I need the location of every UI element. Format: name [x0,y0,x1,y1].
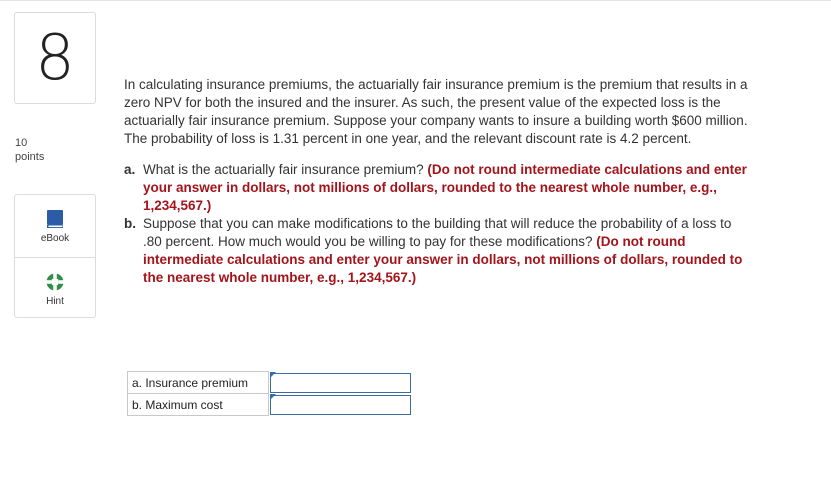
ebook-label: eBook [40,232,70,244]
points-label: points [15,151,45,163]
problem-intro: In calculating insurance premiums, the actuarially fair insurance premium is the premium that results in a zero NPV for both the insured and the insurer. As such, the present value of the expected loss is the actuarially fair insurance premium. Suppose your company wants to insure a building worth $600 million. The probability of loss is 1.31 percent in one year, and the relevant discount rate is 4.2 percent. [124,77,748,146]
answer-row-a [128,372,414,394]
answer-table [127,371,414,416]
part-b-instruction: (Do not round intermediate calculations and enter your answer in dollars, not millions of dollars, rounded to the nearest whole number, e.g., 1,234,567.) [143,234,743,285]
top-divider [0,0,831,1]
part-b-question: Suppose that you can make modifications to the building that will reduce the probability of a loss to .80 percent. How much would you be willing to pay for these modifications? [143,216,732,249]
part-b [124,215,749,287]
part-a-text [143,161,749,215]
tools-panel [14,194,96,318]
answer-row-b [128,394,414,416]
answer-label-b: b. Maximum cost [128,394,269,416]
points-block [15,136,44,164]
part-a-question: What is the actuarially fair insurance premium? [143,162,424,177]
question-parts [124,161,749,287]
question-number-box [14,12,96,104]
part-a-letter: a. [124,162,136,177]
answer-cell-b [269,394,414,416]
question-number: 8 [35,21,75,94]
hint-button[interactable] [15,257,95,320]
hint-label: Hint [46,295,64,307]
lifebuoy-icon [45,272,65,292]
answer-label-a: a. Insurance premium [128,372,269,394]
book-icon [46,209,64,229]
part-a-instruction: (Do not round intermediate calculations and enter your answer in dollars, not millions of dollars, rounded to the nearest whole number, e.g., 1,234,567.) [143,162,747,213]
maximum-cost-input[interactable] [270,395,411,415]
ebook-button[interactable] [15,195,95,257]
insurance-premium-input[interactable] [270,373,411,393]
part-b-text [143,215,749,287]
question-body [124,76,749,287]
points-value: 10 [15,137,28,149]
part-a [124,161,749,215]
input-flag-icon [270,372,276,378]
part-b-letter: b. [124,216,136,231]
input-flag-icon [270,394,276,400]
answer-cell-a [269,372,414,394]
